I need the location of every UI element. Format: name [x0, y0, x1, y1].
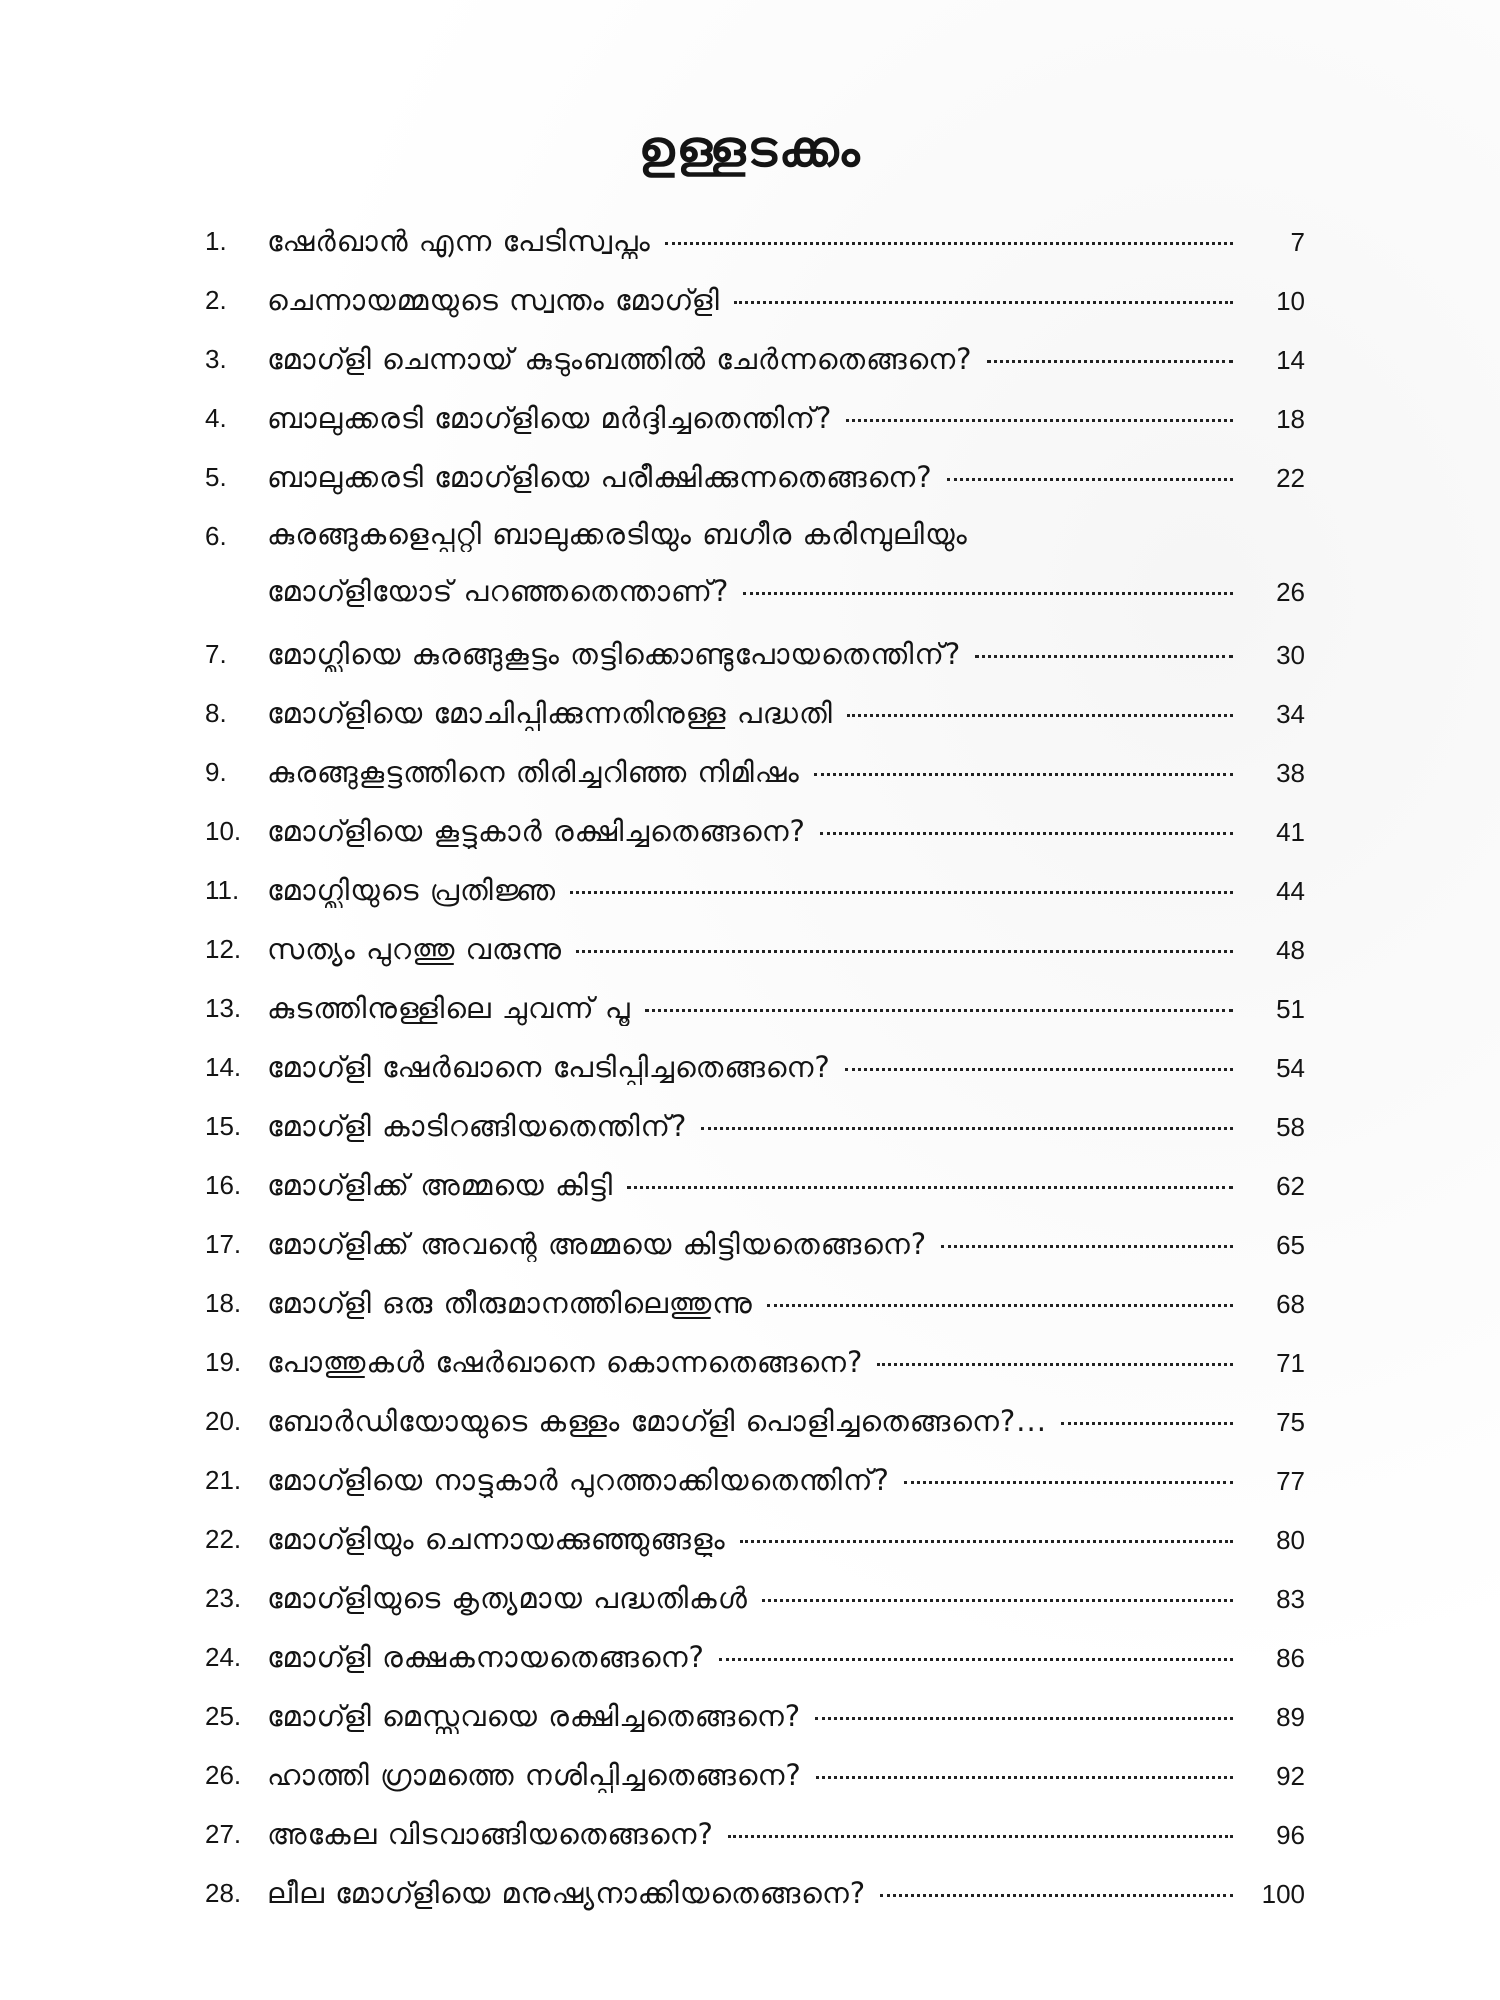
toc-entry[interactable] [205, 1097, 1305, 1156]
dot-leader [814, 772, 1233, 776]
entry-title: മോഗ്ളി ഒരു തീരുമാനത്തിലെത്തുന്നു [267, 1286, 753, 1320]
dot-leader [904, 1480, 1233, 1484]
entry-title: മോഗ്ളി ചെന്നായ് കുടുംബത്തിൽ ചേർന്നതെങ്ങനെ? [267, 342, 973, 376]
entry-title: ബോർഡിയോയുടെ കള്ളം മോഗ്ളി പൊളിച്ചതെങ്ങനെ?... [267, 1404, 1047, 1438]
entry-title: മോഗ്ളിയെ നാട്ടുകാർ പുറത്താക്കിയതെന്തിന്? [267, 1463, 890, 1497]
entry-page-number: 44 [1276, 876, 1305, 906]
entry-title: കുടത്തിനുള്ളിലെ ചുവന്ന് പൂ [267, 991, 631, 1025]
dot-leader [701, 1126, 1233, 1130]
entry-number: 4. [205, 403, 227, 433]
toc-entry[interactable] [205, 1392, 1305, 1451]
entry-number: 23. [205, 1583, 242, 1613]
entry-page-number: 22 [1276, 463, 1305, 493]
dot-leader [576, 949, 1233, 953]
entry-title: അകേല വിടവാങ്ങിയതെങ്ങനെ? [267, 1817, 714, 1851]
dot-leader [645, 1008, 1233, 1012]
entry-number: 1. [205, 226, 227, 256]
entry-page-number: 7 [1290, 227, 1305, 257]
entry-number: 28. [205, 1878, 242, 1908]
toc-entry[interactable] [205, 802, 1305, 861]
entry-number: 3. [205, 344, 227, 374]
toc-entry[interactable] [205, 1156, 1305, 1215]
entry-number: 9. [205, 757, 227, 787]
dot-leader [734, 300, 1233, 304]
toc-entry[interactable] [205, 1038, 1305, 1097]
entry-title: ഹാത്തി ഗ്രാമത്തെ നശിപ്പിച്ചതെങ്ങനെ? [267, 1758, 802, 1792]
dot-leader [627, 1185, 1233, 1189]
toc-entry[interactable] [205, 684, 1305, 743]
entry-title: മോഗ്ലിയുടെ പ്രതിജ്ഞ [267, 873, 557, 907]
entry-number: 7. [205, 639, 227, 669]
entry-number: 5. [205, 462, 227, 492]
toc-entry[interactable] [205, 389, 1305, 448]
entry-title: മോഗ്ളിയും ചെന്നായക്കുഞ്ഞുങ്ങളും [267, 1522, 726, 1556]
entry-number: 11. [205, 875, 240, 905]
toc-entry[interactable] [205, 271, 1305, 330]
dot-leader [762, 1598, 1233, 1602]
toc-entry[interactable] [205, 1215, 1305, 1274]
dot-leader [740, 1539, 1233, 1543]
entry-page-number: 54 [1276, 1053, 1305, 1083]
entry-page-number: 26 [1276, 577, 1305, 607]
toc-entry[interactable] [205, 1746, 1305, 1805]
entry-title: ലീല മോഗ്ളിയെ മനുഷ്യനാക്കിയതെങ്ങനെ? [267, 1876, 867, 1910]
entry-number: 16. [205, 1170, 242, 1200]
entry-title: മോഗ്ളിക്ക് അവന്റെ അമ്മയെ കിട്ടിയതെങ്ങനെ? [267, 1227, 928, 1261]
entry-title: മോഗ്ളി ഷേർഖാനെ പേടിപ്പിച്ചതെങ്ങനെ? [267, 1050, 831, 1084]
toc-entry[interactable] [205, 920, 1305, 979]
entry-page-number: 58 [1276, 1112, 1305, 1142]
entry-number: 13. [205, 993, 242, 1023]
dot-leader [719, 1657, 1233, 1661]
dot-leader [975, 654, 1233, 658]
entry-page-number: 68 [1276, 1289, 1305, 1319]
entry-page-number: 41 [1276, 817, 1305, 847]
toc-entry[interactable] [205, 979, 1305, 1038]
entry-number: 20. [205, 1406, 242, 1436]
entry-page-number: 48 [1276, 935, 1305, 965]
entry-page-number: 30 [1276, 640, 1305, 670]
entry-title: മോഗ്ളിയെ മോചിപ്പിക്കുന്നതിനുള്ള പദ്ധതി [267, 696, 833, 730]
entry-number: 2. [205, 285, 227, 315]
entry-number: 22. [205, 1524, 242, 1554]
entry-title: മോഗ്ലിയെ കുരങ്ങുകൂട്ടം തട്ടിക്കൊണ്ടുപോയതെന്തിന്? [267, 637, 962, 671]
dot-leader [845, 1067, 1233, 1071]
dot-leader [743, 591, 1233, 595]
entry-number: 18. [205, 1288, 242, 1318]
entry-title: ബാലുക്കരടി മോഗ്ളിയെ പരീക്ഷിക്കുന്നതെങ്ങനെ? [267, 460, 933, 494]
table-of-contents [205, 212, 1305, 1923]
entry-number: 14. [205, 1052, 242, 1082]
dot-leader [847, 713, 1233, 717]
entry-title: ഷേർഖാൻ എന്ന പേടിസ്വപ്നം [267, 224, 651, 258]
toc-entry[interactable] [205, 1333, 1305, 1392]
entry-number: 19. [205, 1347, 242, 1377]
entry-title: മോഗ്ളി മെസ്സുവയെ രക്ഷിച്ചതെങ്ങനെ? [267, 1699, 802, 1733]
toc-entry[interactable] [205, 1510, 1305, 1569]
entry-number: 6. [205, 521, 227, 551]
entry-page-number: 10 [1276, 286, 1305, 316]
entry-number: 26. [205, 1760, 242, 1790]
entry-title: ബാലുക്കരടി മോഗ്ളിയെ മർദ്ദിച്ചതെന്തിന്? [267, 401, 833, 435]
toc-entry[interactable] [205, 507, 1305, 625]
toc-entry[interactable] [205, 1274, 1305, 1333]
entry-page-number: 14 [1276, 345, 1305, 375]
entry-title: കുരങ്ങുകൂട്ടത്തിനെ തിരിച്ചറിഞ്ഞ നിമിഷം [267, 755, 800, 789]
entry-page-number: 65 [1276, 1230, 1305, 1260]
entry-title: പോത്തുകൾ ഷേർഖാനെ കൊന്നതെങ്ങനെ? [267, 1345, 864, 1379]
dot-leader [816, 1775, 1233, 1779]
page-title: ഉള്ളടക്കം [638, 120, 862, 178]
dot-leader [941, 1244, 1233, 1248]
toc-entry[interactable] [205, 625, 1305, 684]
toc-entry[interactable] [205, 1864, 1305, 1923]
dot-leader [570, 890, 1233, 894]
toc-entry[interactable] [205, 1628, 1305, 1687]
dot-leader [767, 1303, 1233, 1307]
entry-number: 24. [205, 1642, 242, 1672]
entry-number: 21. [205, 1465, 242, 1495]
entry-page-number: 92 [1276, 1761, 1305, 1791]
entry-title: മോഗ്ളിയെ കൂട്ടുകാർ രക്ഷിച്ചതെങ്ങനെ? [267, 814, 806, 848]
entry-number: 25. [205, 1701, 242, 1731]
entry-number: 17. [205, 1229, 242, 1259]
dot-leader [880, 1893, 1233, 1897]
toc-entry[interactable] [205, 448, 1305, 507]
dot-leader [846, 418, 1233, 422]
entry-number: 27. [205, 1819, 242, 1849]
entry-page-number: 38 [1276, 758, 1305, 788]
entry-page-number: 80 [1276, 1525, 1305, 1555]
entry-page-number: 62 [1276, 1171, 1305, 1201]
entry-page-number: 71 [1276, 1348, 1305, 1378]
entry-title: ചെന്നായമ്മയുടെ സ്വന്തം മോഗ്ളി [267, 283, 720, 317]
entry-title: മോഗ്ളിയുടെ കൃത്യമായ പദ്ധതികൾ [267, 1581, 748, 1615]
entry-title: മോഗ്ളി രക്ഷകനായതെങ്ങനെ? [267, 1640, 705, 1674]
toc-entry[interactable] [205, 330, 1305, 389]
toc-entry[interactable] [205, 743, 1305, 802]
toc-entry[interactable] [205, 1805, 1305, 1864]
dot-leader [877, 1362, 1233, 1366]
entry-page-number: 51 [1276, 994, 1305, 1024]
entry-page-number: 83 [1276, 1584, 1305, 1614]
entry-page-number: 75 [1276, 1407, 1305, 1437]
toc-entry[interactable] [205, 212, 1305, 271]
entry-title: സത്യം പുറത്തു വരുന്നു [267, 932, 562, 966]
entry-title: കുരങ്ങുകളെപ്പറ്റി ബാലുക്കരടിയും ബഗീര കരിമ്പുലിയും [267, 517, 968, 551]
entry-page-number: 100 [1261, 1879, 1305, 1909]
entry-page-number: 18 [1276, 404, 1305, 434]
toc-entry[interactable] [205, 1451, 1305, 1510]
dot-leader [987, 359, 1233, 363]
entry-title: മോഗ്ളി കാടിറങ്ങിയതെന്തിന്? [267, 1109, 688, 1143]
dot-leader [947, 477, 1233, 481]
entry-title: മോഗ്ളിയോട് പറഞ്ഞതെന്താണ്? [267, 574, 730, 608]
entry-page-number: 86 [1276, 1643, 1305, 1673]
dot-leader [815, 1716, 1233, 1720]
entry-number: 8. [205, 698, 227, 728]
entry-page-number: 96 [1276, 1820, 1305, 1850]
toc-entry[interactable] [205, 861, 1305, 920]
entry-page-number: 77 [1276, 1466, 1305, 1496]
entry-page-number: 89 [1276, 1702, 1305, 1732]
dot-leader [1061, 1421, 1233, 1425]
entry-number: 10. [205, 816, 242, 846]
entry-page-number: 34 [1276, 699, 1305, 729]
toc-entry[interactable] [205, 1687, 1305, 1746]
dot-leader [665, 241, 1233, 245]
toc-entry[interactable] [205, 1569, 1305, 1628]
dot-leader [820, 831, 1233, 835]
entry-title: മോഗ്ളിക്ക് അമ്മയെ കിട്ടി [267, 1168, 614, 1202]
dot-leader [728, 1834, 1233, 1838]
entry-number: 15. [205, 1111, 242, 1141]
entry-number: 12. [205, 934, 242, 964]
